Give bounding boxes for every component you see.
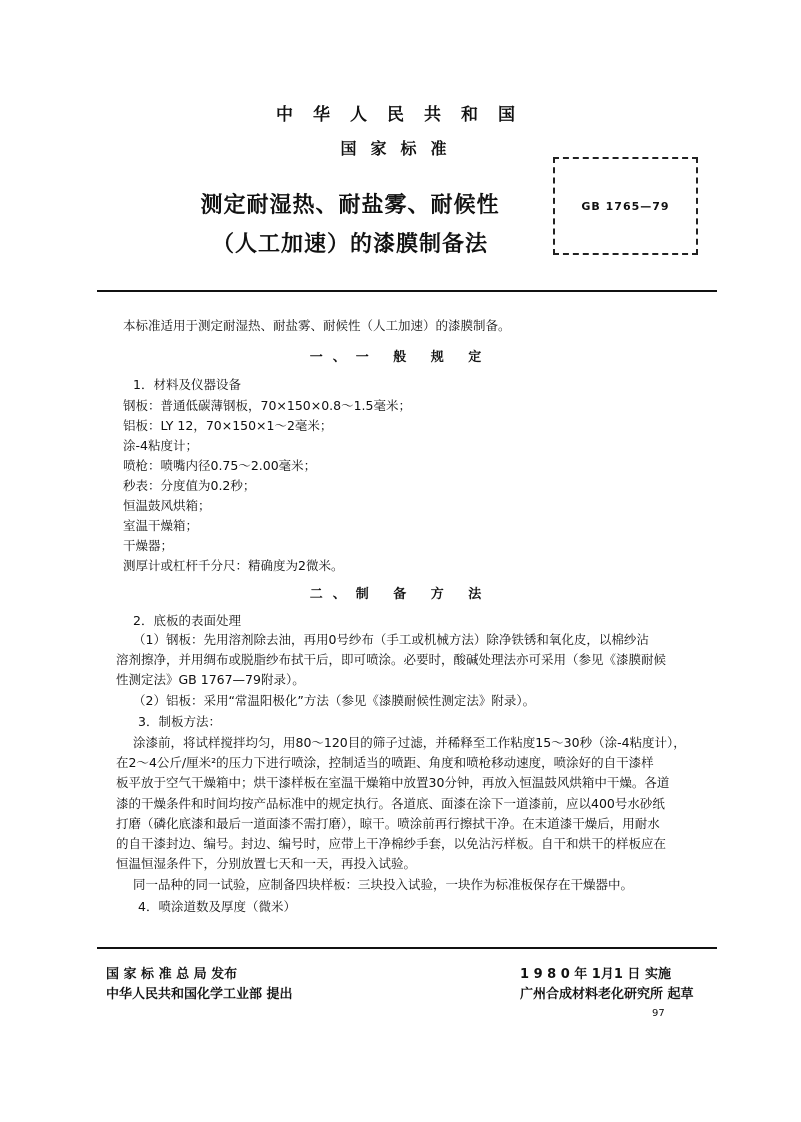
item2-title: 2．底板的表面处理	[133, 613, 241, 628]
equipment-item: 干燥器；	[123, 538, 174, 553]
equipment-item: 铝板：LY 12，70×150×1～2毫米；	[123, 418, 333, 433]
equipment-item: 涂-4粘度计；	[123, 438, 198, 453]
item1-title: 1．材料及仪器设备	[133, 377, 241, 392]
country-name: 中华人民共和国	[276, 105, 535, 125]
equipment-item: 室温干燥箱；	[123, 518, 199, 533]
national-standard-label: 国家标准	[340, 139, 461, 158]
item2-paragraph1-line: 性测定法》GB 1767—79附录）。	[116, 672, 305, 687]
issuer: 国 家 标 准 总 局 发布	[106, 967, 238, 982]
equipment-item: 钢板：普通低碳薄钢板，70×150×0.8～1.5毫米；	[123, 398, 411, 413]
item2-paragraph2: （2）铝板：采用“常温阳极化”方法（参见《漆膜耐候性测定法》附录）。	[133, 693, 536, 708]
footer-divider	[97, 947, 717, 949]
equipment-item: 秒表：分度值为0.2秒；	[123, 478, 256, 493]
item3-paragraph1-line: 打磨（磷化底漆和最后一道面漆不需打磨），晾干。喷涂前再行擦拭干净。在末道漆干燥后，用耐水	[116, 816, 660, 831]
section2-title: 二、制 备 方 法	[309, 587, 492, 602]
item2-paragraph1-line: 溶剂擦净，并用绸布或脱脂纱布拭干后，即可喷涂。必要时，酸碱处理法亦可采用（参见《漆膜耐候	[116, 652, 667, 667]
intro-paragraph: 本标准适用于测定耐湿热、耐盐雾、耐候性（人工加速）的漆膜制备。	[123, 318, 511, 333]
item3-paragraph1-line: 漆的干燥条件和时间均按产品标准中的规定执行。各道底、面漆在涂下一道漆前，应以400号水砂纸	[116, 796, 665, 811]
document-title-line1: 测定耐湿热、耐盐雾、耐候性	[200, 193, 500, 218]
proposer: 中华人民共和国化学工业部 提出	[106, 987, 293, 1002]
item3-paragraph1-line: 板平放于空气干燥箱中；烘干漆样板在室温干燥箱中放置30分钟，再放入恒温鼓风烘箱中干燥。各道	[116, 775, 670, 790]
standard-number-box	[553, 157, 698, 255]
item4-title: 4．喷涂道数及厚度（微米）	[138, 899, 296, 914]
equipment-item: 恒温鼓风烘箱；	[123, 498, 211, 513]
item2-paragraph1-line: （1）钢板：先用溶剂除去油，再用0号纱布（手工或机械方法）除净铁锈和氧化皮，以棉纱沾	[133, 632, 649, 647]
equipment-item: 喷枪：喷嘴内径0.75～2.00毫米；	[123, 458, 317, 473]
item3-title: 3．制板方法：	[138, 714, 221, 729]
item3-paragraph1-line: 在2～4公斤/厘米²的压力下进行喷涂，控制适当的喷距、角度和喷枪移动速度，喷涂好的自干漆样	[116, 755, 654, 770]
equipment-item: 测厚计或杠杆千分尺：精确度为2微米。	[123, 558, 344, 573]
page-number: 97	[652, 1008, 665, 1019]
item3-paragraph2: 同一品种的同一试验，应制备四块样板：三块投入试验，一块作为标准板保存在干燥器中。	[133, 877, 634, 892]
item3-paragraph1-line: 恒温恒湿条件下，分别放置七天和一天，再投入试验。	[116, 856, 417, 871]
item3-paragraph1-line: 涂漆前，将试样搅拌均匀，用80～120目的筛子过滤，并稀释至工作粘度15～30秒（涂-4粘度计），	[133, 735, 686, 750]
document-title-line2: （人工加速）的漆膜制备法	[211, 232, 488, 257]
section1-title: 一、一 般 规 定	[309, 350, 492, 365]
header-divider	[97, 290, 717, 292]
effective-date: 1 9 8 0 年 1月1 日 实施	[520, 967, 671, 982]
drafter: 广州合成材料老化研究所 起草	[520, 987, 694, 1002]
item3-paragraph1-line: 的自干漆封边、编号。封边、编号时，应带上干净棉纱手套，以免沾污样板。自干和烘干的样板应在	[116, 836, 667, 851]
standard-number: GB 1765—79	[581, 199, 670, 213]
